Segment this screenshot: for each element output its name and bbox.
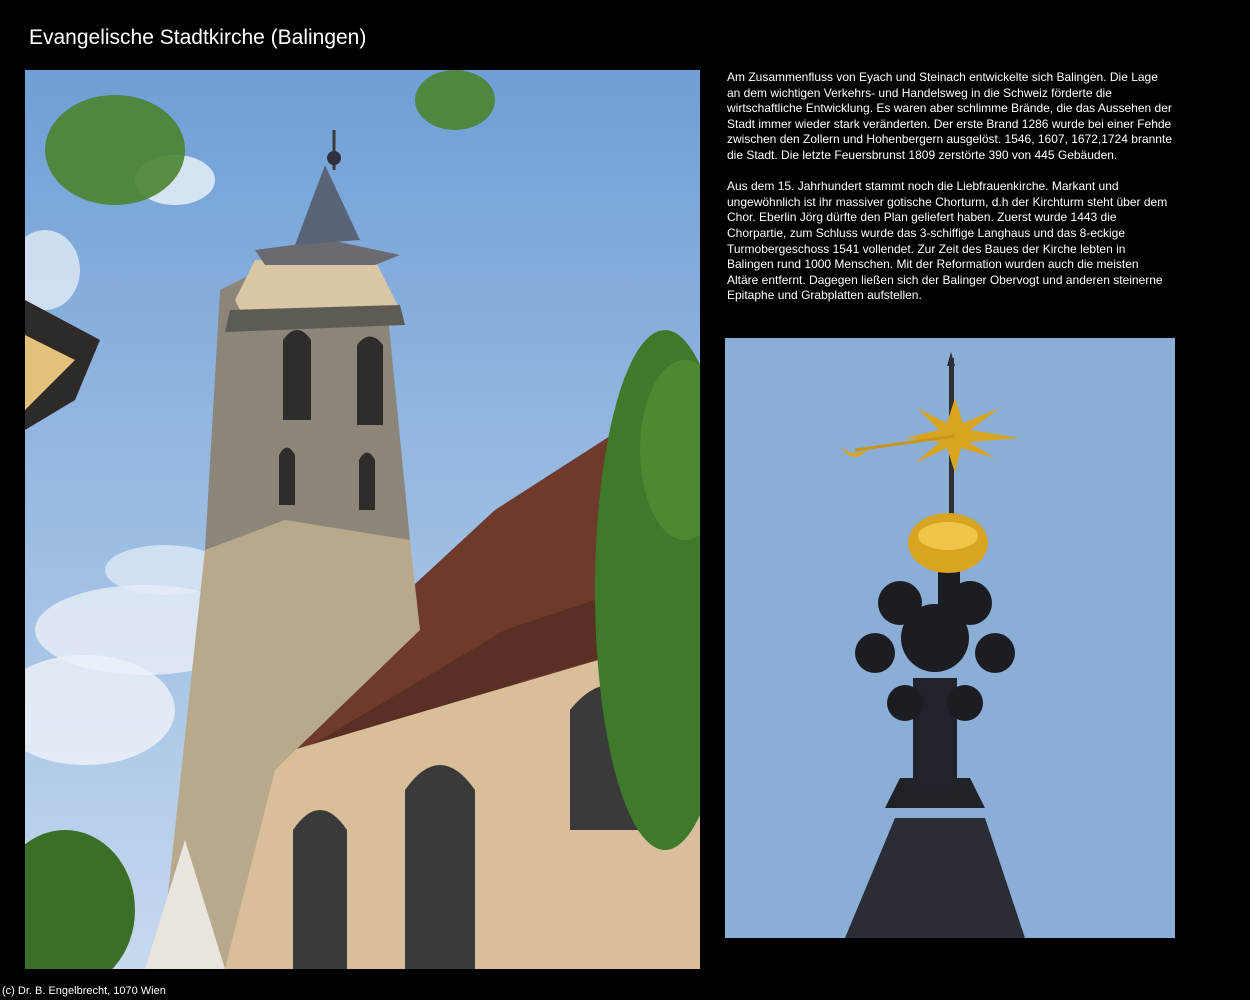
description-paragraph-2: Aus dem 15. Jahrhundert stammt noch die Liebfrauenkirche. Markant und ungewöhnlich ist ihr massiver gotische Chorturm, d.h der Kirchturm steht über dem Chor. Eberlin Jörg dürfte den Plan geliefert haben. Zuerst wurde 1443 die Chorpartie, zum Schluss wurde das 3-schiffige Langhaus und das 8-eckige Turmobergeschoss 1541 vollendet. Zur Zeit des Baues der Kirche lebten in Balingen rund 1000 Menschen. Mit der Reformation wurden auch die meisten Altäre entfernt. Dagegen ließen sich der Balinger Obervogt und anderen steinerne Epitaphe und Grabplatten aufstellen. (727, 179, 1168, 303)
spire-finial-photo (725, 338, 1175, 938)
page-title: Evangelische Stadtkirche (Balingen) (29, 26, 367, 49)
description-text (727, 70, 1172, 320)
description-paragraph-1: Am Zusammenfluss von Eyach und Steinach entwickelte sich Balingen. Die Lage an dem wichtigen Verkehrs- und Handelsweg in die Schweiz förderte die wirtschaftliche Entwicklung. Es waren aber schlimme Brände, die das Aussehen der Stadt immer wieder stark veränderten. Der erste Brand 1286 wurde bei einer Fehde zwischen den Zollern und Hohenbergern ausgelöst. 1546, 1607, 1672,1724 brannte die Stadt. Die letzte Feuersbrunst 1809 zerstörte 390 von 445 Gebäuden. (727, 70, 1172, 162)
copyright-footer: (c) Dr. B. Engelbrecht, 1070 Wien (2, 985, 166, 997)
church-photo (25, 70, 700, 969)
